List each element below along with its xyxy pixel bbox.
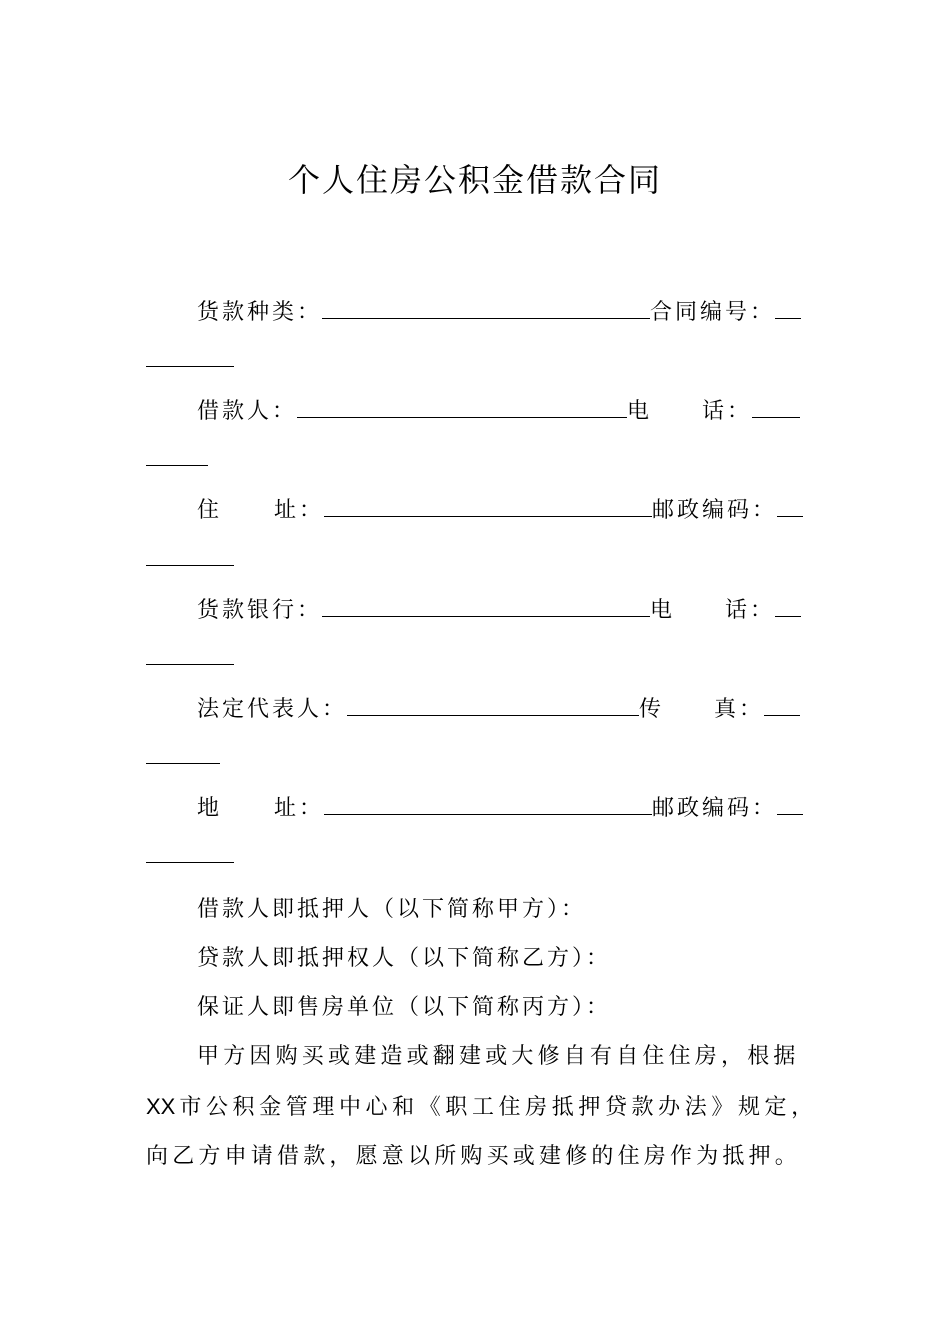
- bank-phone-blank-cont[interactable]: [146, 642, 234, 665]
- field-label: 电: [650, 598, 676, 623]
- field-borrower: [197, 395, 800, 427]
- field-postal-code-cont: [146, 543, 234, 575]
- field-label: 合同编号：: [650, 300, 776, 325]
- party-a-line: 借款人即抵押人（以下简称甲方）：: [197, 897, 587, 922]
- contract-number-blank[interactable]: [775, 296, 801, 319]
- field-label: 地: [197, 796, 223, 821]
- bank-phone-blank[interactable]: [775, 594, 801, 617]
- body-line-1: 甲方因购买或建造或翻建或大修自有自住住房，根据: [197, 1044, 800, 1069]
- field-label: 货款种类：: [197, 300, 323, 325]
- lending-bank-blank[interactable]: [322, 594, 650, 617]
- field-label: 话：: [725, 598, 776, 623]
- fax-blank-cont[interactable]: [146, 741, 220, 764]
- field-loan-type: [197, 296, 801, 328]
- loan-type-blank[interactable]: [322, 296, 650, 319]
- borrower-phone-blank[interactable]: [752, 395, 800, 418]
- postal-code-blank[interactable]: [777, 494, 803, 517]
- party-b-line: 贷款人即抵押权人（以下简称乙方）：: [197, 946, 612, 971]
- field-label: 传: [639, 697, 665, 722]
- field-lending-bank: [197, 594, 801, 626]
- city-placeholder: XX: [146, 1094, 176, 1119]
- field-legal-representative: [197, 693, 800, 725]
- field-borrower-phone-cont: [146, 443, 208, 475]
- field-bank-phone-cont: [146, 642, 234, 674]
- borrower-phone-blank-cont[interactable]: [146, 443, 208, 466]
- fax-blank[interactable]: [764, 693, 800, 716]
- field-label: 住: [197, 498, 223, 523]
- field-label: 电: [627, 399, 653, 424]
- contract-number-blank-cont[interactable]: [146, 344, 234, 367]
- body-line-2-text: 市公积金管理中心和《职工住房抵押贷款办法》规定，: [179, 1095, 818, 1120]
- body-line-3: 向乙方申请借款，愿意以所购买或建修的住房作为抵押。: [146, 1144, 802, 1169]
- field-label: 址：: [274, 796, 325, 821]
- field-bank-postal-code-cont: [146, 840, 234, 872]
- party-c-line: 保证人即售房单位（以下简称丙方）：: [197, 995, 612, 1020]
- borrower-blank[interactable]: [297, 395, 627, 418]
- document-title: 个人住房公积金借款合同: [287, 161, 662, 199]
- bank-address-blank[interactable]: [324, 792, 652, 815]
- field-label: 邮政编码：: [652, 498, 778, 523]
- field-label: 邮政编码：: [652, 796, 778, 821]
- field-label: 货款银行：: [197, 598, 323, 623]
- field-label: 借款人：: [197, 399, 298, 424]
- field-contract-number-cont: [146, 344, 234, 376]
- field-label: 址：: [274, 498, 325, 523]
- legal-representative-blank[interactable]: [347, 693, 639, 716]
- bank-postal-code-blank[interactable]: [777, 792, 803, 815]
- field-fax-cont: [146, 741, 220, 773]
- field-address: [197, 494, 803, 526]
- bank-postal-code-blank-cont[interactable]: [146, 840, 234, 863]
- field-label: 法定代表人：: [197, 697, 348, 722]
- address-blank[interactable]: [324, 494, 652, 517]
- field-bank-address: [197, 792, 803, 824]
- field-label: 真：: [714, 697, 765, 722]
- field-label: 话：: [702, 399, 753, 424]
- body-line-2: [146, 1092, 818, 1123]
- postal-code-blank-cont[interactable]: [146, 543, 234, 566]
